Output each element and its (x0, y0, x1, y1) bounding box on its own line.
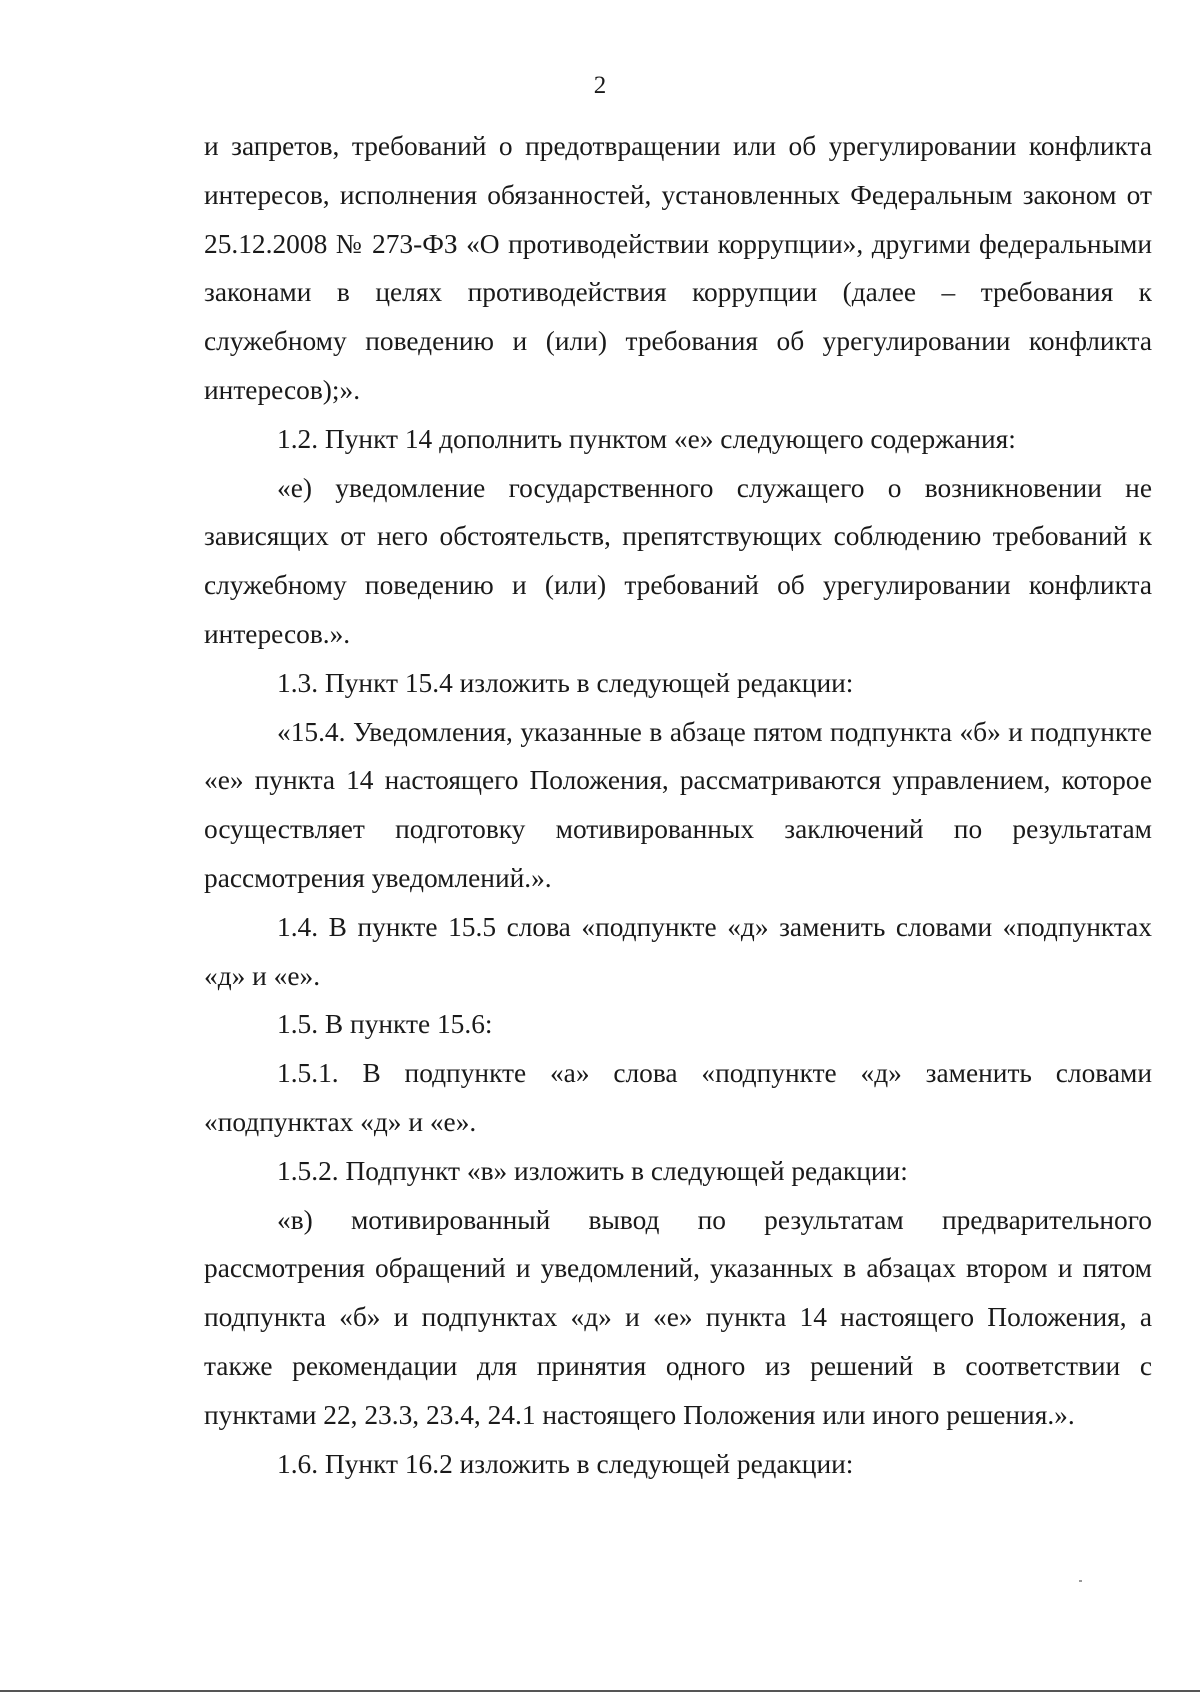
paragraph-item-1-5-2: 1.5.2. Подпункт «в» изложить в следующей редакции: (277, 1155, 908, 1186)
paragraph-item-1-4: 1.4. В пункте 15.5 слова «подпункте «д» заменить словами «подпунктах «д» и «е». (204, 911, 1152, 991)
paragraph-continuation: и запретов, требований о предотвращении или об урегулировании конфликта интересов, исполнения обязанностей, установленных Федеральным законом от 25.12.2008 № 273-ФЗ «О противодействии коррупции», другими федеральными законами в целях противодействия коррупции (далее – требования к служебному поведению и (или) требования об урегулировании конфликта интересов);». (204, 131, 1152, 405)
paragraph-item-1-3: 1.3. Пункт 15.4 изложить в следующей редакции: (277, 667, 854, 698)
page-number: 2 (593, 72, 607, 99)
paragraph-quote-15-4: «15.4. Уведомления, указанные в абзаце пятом подпункта «б» и подпункте «е» пункта 14 настоящего Положения, рассматриваются управлением, которое осуществляет подготовку мотивированных заключений по результатам рассмотрения уведомлений.». (204, 716, 1152, 893)
paragraph-item-1-6: 1.6. Пункт 16.2 изложить в следующей редакции: (277, 1448, 854, 1479)
document-body (204, 122, 1152, 1488)
paragraph-item-1-5-1: 1.5.1. В подпункте «а» слова «подпункте «д» заменить словами «подпунктах «д» и «е». (204, 1058, 1152, 1137)
paragraph-item-1-2: 1.2. Пункт 14 дополнить пунктом «е» следующего содержания: (277, 423, 1016, 454)
paragraph-quote-v: «в) мотивированный вывод по результатам предварительного рассмотрения обращений и уведомлений, указанных в абзацах втором и пятом подпункта «б» и подпунктах «д» и «е» пункта 14 настоящего Положения, а также рекомендации для принятия одного из решений в соответствии с пунктами 22, 23.3, 23.4, 24.1 настоящего Положения или иного решения.». (204, 1204, 1152, 1430)
paragraph-item-1-5: 1.5. В пункте 15.6: (277, 1009, 493, 1040)
scan-speck (1079, 1580, 1082, 1582)
paragraph-quote-e: «е) уведомление государственного служащего о возникновении не зависящих от него обстоятельств, препятствующих соблюдению требований к служебному поведению и (или) требований об урегулировании конфликта интересов.». (204, 472, 1152, 649)
